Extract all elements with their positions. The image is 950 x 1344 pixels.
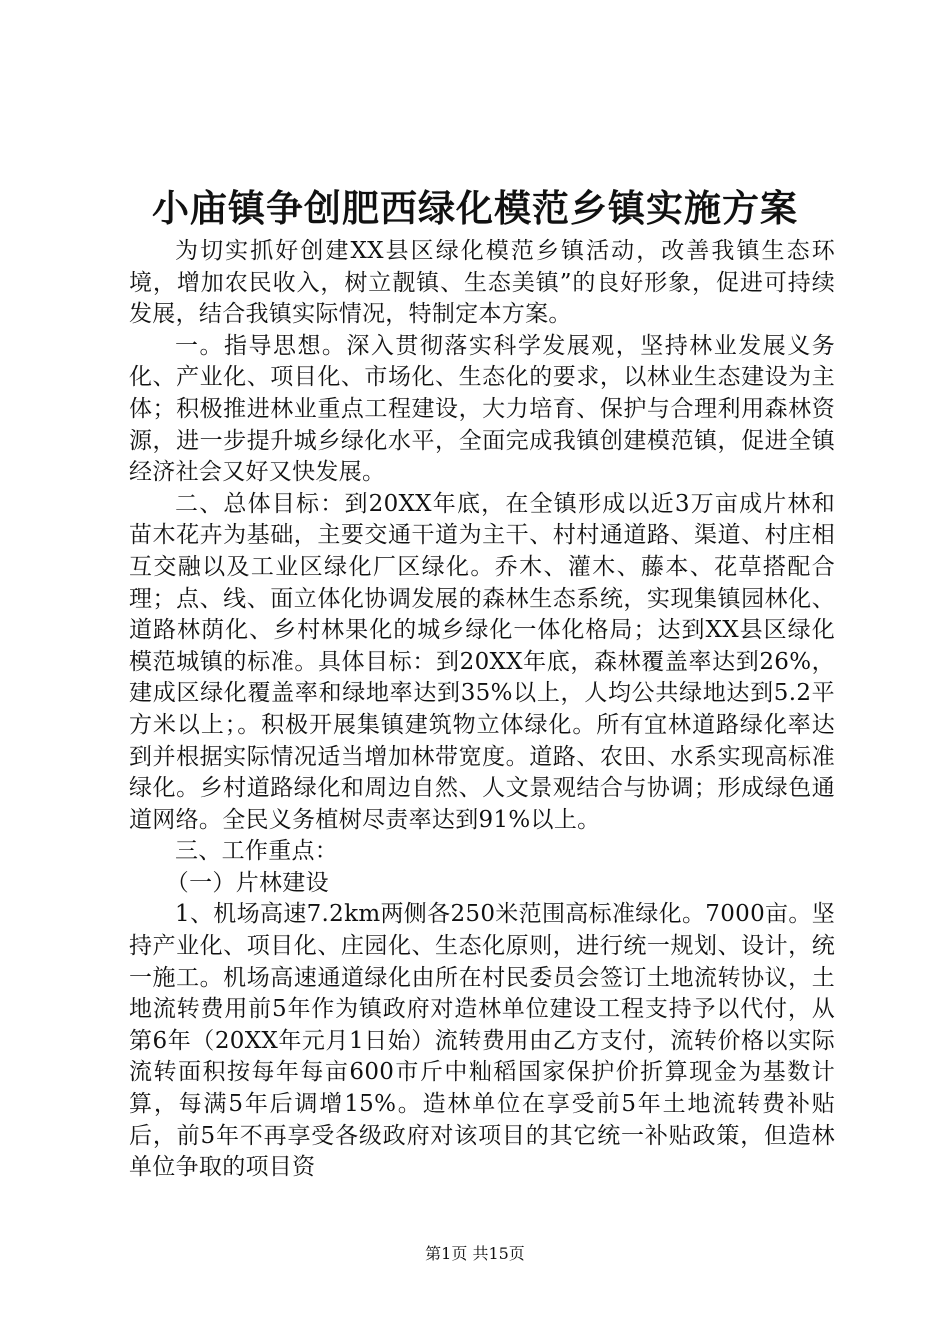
document-body bbox=[129, 236, 835, 1184]
subsection-heading-forest: （一）片林建设 bbox=[165, 869, 329, 896]
paragraph-intro: 为切实抓好创建XX县区绿化模范乡镇活动，改善我镇生态环境，增加农民收入，树立靓镇、生态美镇”的良好形象，促进可持续发展，结合我镇实际情况，特制定本方案。 bbox=[129, 238, 835, 328]
page-footer: 第1页 共15页 bbox=[425, 1244, 525, 1263]
section-heading-key-work: 三、工作重点： bbox=[175, 838, 339, 865]
paragraph-guiding-thought: 一。指导思想。深入贯彻落实科学发展观，坚持林业发展义务化、产业化、项目化、市场化、生态化的要求，以林业生态建设为主体；积极推进林业重点工程建设，大力培育、保护与合理利用森林资源，进一步提升城乡绿化水平，全面完成我镇创建模范镇，促进全镇经济社会又好又快发展。 bbox=[129, 332, 835, 486]
paragraph-airport-highway: 1、机场高速7.2km两侧各250米范围高标准绿化。7000亩。坚持产业化、项目化、庄园化、生态化原则，进行统一规划、设计，统一施工。机场高速通道绿化由所在村民委员会签订土地流转协议，土地流转费用前5年作为镇政府对造林单位建设工程支持予以代付，从第6年（20XX年元月1日始）流转费用由乙方支付，流转价格以实际流转面积按每年每亩600市斤中籼稻国家保护价折算现金为基数计算，每满5年后调增15%。造林单位在享受前5年土地流转费补贴后，前5年不再享受各级政府对该项目的其它统一补贴政策，但造林单位争取的项目资 bbox=[129, 901, 835, 1181]
paragraph-overall-goal: 二、总体目标：到20XX年底，在全镇形成以近3万亩成片林和苗木花卉为基础，主要交通干道为主干、村村通道路、渠道、村庄相互交融以及工业区绿化厂区绿化。乔木、灌木、藤本、花草搭配合理；点、线、面立体化协调发展的森林生态系统，实现集镇园林化、道路林荫化、乡村林果化的城乡绿化一体化格局；达到XX县区绿化模范城镇的标准。具体目标：到20XX年底，森林覆盖率达到26%，建成区绿化覆盖率和绿地率达到35%以上，人均公共绿地达到5.2平方米以上；。积极开展集镇建筑物立体绿化。所有宜林道路绿化率达到并根据实际情况适当增加林带宽度。道路、农田、水系实现高标准绿化。乡村道路绿化和周边自然、人文景观结合与协调；形成绿色通道网络。全民义务植树尽责率达到91%以上。 bbox=[129, 490, 835, 833]
document-title: 小庙镇争创肥西绿化模范乡镇实施方案 bbox=[152, 186, 798, 230]
